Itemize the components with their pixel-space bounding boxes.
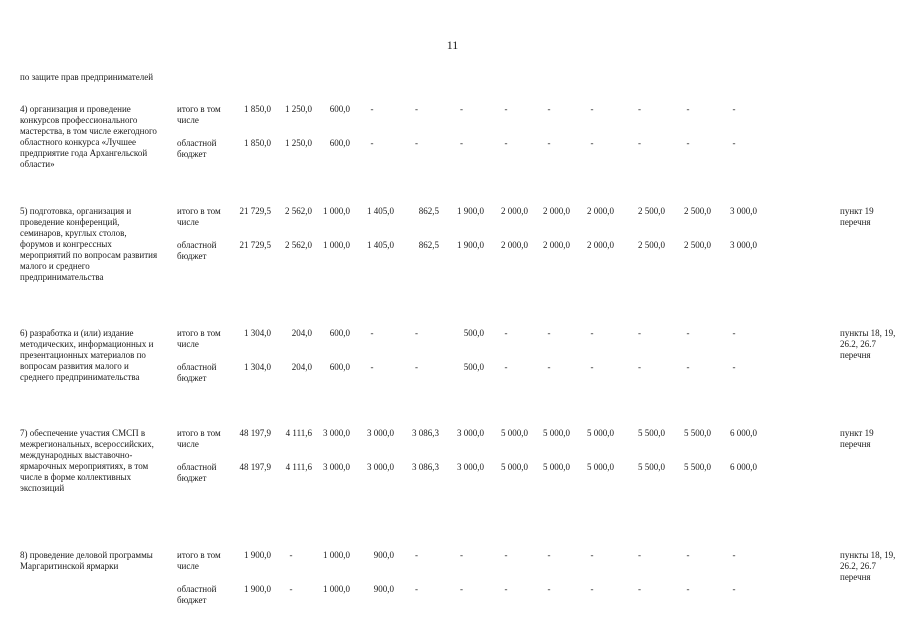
value-cell: -: [415, 362, 418, 372]
value-cell: 5 000,0: [587, 428, 614, 438]
regional-budget-line: [0, 240, 905, 262]
value-cell: -: [289, 550, 293, 560]
value-cell: 2 000,0: [543, 206, 570, 216]
value-cell: 862,5: [418, 240, 439, 250]
value-cell: -: [289, 584, 293, 594]
total-line: [0, 206, 905, 228]
value-cell: -: [547, 584, 551, 594]
value-cell: -: [460, 550, 463, 560]
value-cell: 21 729,5: [239, 206, 271, 216]
value-cell: -: [504, 104, 508, 114]
value-cell: 3 000,0: [367, 428, 394, 438]
row-name: 4) организация и проведение конкурсов профессионального мастерства, в том числе ежегодного областного конкурса «Лучшее предприятие года Архангельской области»: [20, 104, 157, 169]
value-cell: -: [370, 104, 374, 114]
value-cell: -: [686, 550, 690, 560]
value-cell: -: [415, 138, 418, 148]
value-cell: -: [370, 138, 374, 148]
value-cell: -: [732, 104, 736, 114]
value-cell: -: [732, 362, 736, 372]
value-cell: -: [732, 550, 736, 560]
value-cell: 2 500,0: [638, 206, 665, 216]
line-label: итого в том числе: [177, 328, 221, 349]
value-cell: 5 000,0: [501, 428, 528, 438]
value-cell: 5 500,0: [638, 428, 665, 438]
value-cell: -: [590, 328, 594, 338]
value-cell: 3 086,3: [412, 462, 439, 472]
value-cell: -: [547, 362, 551, 372]
value-cell: -: [638, 328, 641, 338]
value-cell: -: [590, 584, 594, 594]
value-cell: -: [415, 584, 418, 594]
value-cell: 1 850,0: [244, 138, 271, 148]
line-label: итого в том числе: [177, 428, 221, 449]
value-cell: 600,0: [329, 362, 350, 372]
value-cell: 500,0: [463, 362, 484, 372]
value-cell: 48 197,9: [239, 462, 271, 472]
regional-budget-line: [0, 138, 905, 160]
line-label: областной бюджет: [177, 138, 217, 159]
value-cell: 5 000,0: [501, 462, 528, 472]
value-cell: 3 000,0: [730, 240, 757, 250]
value-cell: 6 000,0: [730, 428, 757, 438]
value-cell: 2 000,0: [587, 240, 614, 250]
value-cell: -: [686, 138, 690, 148]
value-cell: 1 000,0: [323, 240, 350, 250]
line-label: итого в том числе: [177, 104, 221, 125]
value-cell: -: [547, 138, 551, 148]
value-cell: 4 111,6: [285, 462, 312, 472]
value-cell: -: [732, 584, 736, 594]
value-cell: 5 000,0: [543, 428, 570, 438]
regional-budget-line: [0, 362, 905, 384]
value-cell: 900,0: [373, 550, 394, 560]
value-cell: 3 000,0: [323, 462, 350, 472]
value-cell: -: [638, 584, 641, 594]
value-cell: 1 405,0: [367, 206, 394, 216]
value-cell: 5 000,0: [543, 462, 570, 472]
value-cell: 5 500,0: [684, 428, 711, 438]
value-cell: -: [504, 328, 508, 338]
line-label: итого в том числе: [177, 206, 221, 227]
value-cell: -: [638, 138, 641, 148]
value-cell: 1 000,0: [323, 550, 350, 560]
row-name: 8) проведение деловой программы Маргаритинской ярмарки: [20, 550, 153, 571]
value-cell: 1 405,0: [367, 240, 394, 250]
value-cell: -: [460, 138, 463, 148]
value-cell: 2 500,0: [638, 240, 665, 250]
reference-text: пункты 18, 19, 26.2, 26.7 перечня: [840, 328, 896, 360]
value-cell: 600,0: [329, 328, 350, 338]
value-cell: 1 250,0: [285, 104, 312, 114]
value-cell: -: [590, 362, 594, 372]
value-cell: -: [590, 104, 594, 114]
value-cell: -: [732, 138, 736, 148]
value-cell: -: [370, 328, 374, 338]
value-cell: 3 086,3: [412, 428, 439, 438]
value-cell: 600,0: [329, 138, 350, 148]
value-cell: 2 562,0: [285, 206, 312, 216]
value-cell: 3 000,0: [730, 206, 757, 216]
value-cell: 1 000,0: [323, 206, 350, 216]
value-cell: -: [460, 104, 463, 114]
total-line: [0, 328, 905, 350]
value-cell: 5 500,0: [684, 462, 711, 472]
value-cell: -: [460, 584, 463, 594]
value-cell: 500,0: [463, 328, 484, 338]
continuation-text: по защите прав предпринимателей: [20, 72, 154, 82]
regional-budget-line: [0, 584, 905, 606]
value-cell: -: [504, 138, 508, 148]
value-cell: 2 000,0: [501, 206, 528, 216]
value-cell: 1 304,0: [244, 362, 271, 372]
value-cell: -: [415, 104, 418, 114]
value-cell: 48 197,9: [239, 428, 271, 438]
total-line: [0, 428, 905, 450]
value-cell: 1 250,0: [285, 138, 312, 148]
value-cell: -: [504, 550, 508, 560]
value-cell: 3 000,0: [367, 462, 394, 472]
reference-text: пункт 19 перечня: [840, 206, 874, 227]
row-name: 6) разработка и (или) издание методических, информационных и презентационных материалов по вопросам развития малого и среднего предпринимательства: [20, 328, 154, 382]
value-cell: 5 500,0: [638, 462, 665, 472]
value-cell: 900,0: [373, 584, 394, 594]
value-cell: 1 900,0: [457, 206, 484, 216]
value-cell: -: [415, 328, 418, 338]
value-cell: 3 000,0: [457, 428, 484, 438]
value-cell: 2 000,0: [543, 240, 570, 250]
total-line: [0, 550, 905, 572]
value-cell: 4 111,6: [285, 428, 312, 438]
value-cell: 2 562,0: [285, 240, 312, 250]
value-cell: 862,5: [418, 206, 439, 216]
value-cell: -: [686, 584, 690, 594]
reference-text: пункты 18, 19, 26.2, 26.7 перечня: [840, 550, 896, 582]
value-cell: -: [686, 362, 690, 372]
value-cell: 1 900,0: [244, 584, 271, 594]
value-cell: 600,0: [329, 104, 350, 114]
page-number: 11: [446, 38, 459, 52]
reference-text: пункт 19 перечня: [840, 428, 874, 449]
value-cell: 2 500,0: [684, 240, 711, 250]
value-cell: 1 900,0: [244, 550, 271, 560]
total-line: [0, 104, 905, 126]
value-cell: 5 000,0: [587, 462, 614, 472]
value-cell: -: [638, 104, 641, 114]
regional-budget-line: [0, 462, 905, 484]
value-cell: -: [504, 362, 508, 372]
value-cell: -: [547, 104, 551, 114]
value-cell: -: [590, 550, 594, 560]
value-cell: -: [370, 362, 374, 372]
value-cell: 1 850,0: [244, 104, 271, 114]
line-label: областной бюджет: [177, 240, 217, 261]
value-cell: -: [686, 104, 690, 114]
value-cell: 204,0: [291, 362, 312, 372]
value-cell: -: [638, 362, 641, 372]
value-cell: -: [415, 550, 418, 560]
value-cell: -: [504, 584, 508, 594]
line-label: итого в том числе: [177, 550, 221, 571]
value-cell: 204,0: [291, 328, 312, 338]
value-cell: -: [547, 328, 551, 338]
row-name: 5) подготовка, организация и проведение конференций, семинаров, круглых столов, форумов и конгрессных мероприятий по вопросам развития малого и среднего предпринимательства: [20, 206, 158, 282]
value-cell: -: [638, 550, 641, 560]
value-cell: 1 304,0: [244, 328, 271, 338]
value-cell: -: [686, 328, 690, 338]
value-cell: 1 000,0: [323, 584, 350, 594]
value-cell: 3 000,0: [457, 462, 484, 472]
value-cell: 6 000,0: [730, 462, 757, 472]
value-cell: 1 900,0: [457, 240, 484, 250]
value-cell: 2 500,0: [684, 206, 711, 216]
value-cell: 3 000,0: [323, 428, 350, 438]
row-name: 7) обеспечение участия СМСП в межрегиональных, всероссийских, международных выставочно-ярмарочных мероприятиях, в том числе в форме коллективных экспозиций: [20, 428, 154, 493]
line-label: областной бюджет: [177, 362, 217, 383]
value-cell: -: [590, 138, 594, 148]
value-cell: -: [732, 328, 736, 338]
value-cell: 2 000,0: [587, 206, 614, 216]
value-cell: 2 000,0: [501, 240, 528, 250]
line-label: областной бюджет: [177, 584, 217, 605]
line-label: областной бюджет: [177, 462, 217, 483]
value-cell: 21 729,5: [239, 240, 271, 250]
value-cell: -: [547, 550, 551, 560]
